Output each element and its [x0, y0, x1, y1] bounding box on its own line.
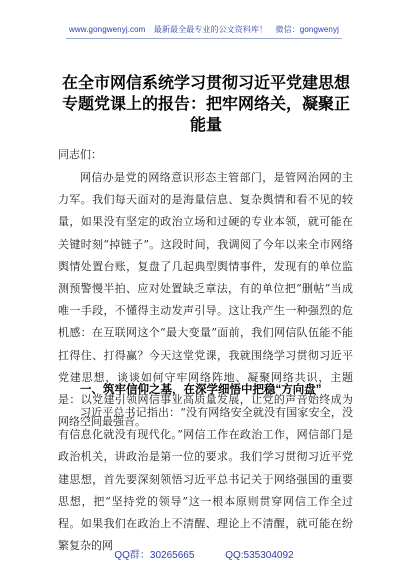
header-tagline: 最新最全最专业的公文资料库！: [153, 25, 268, 34]
paragraph-2: 习近平总书记指出：“没有网络安全就没有国家安全，没有信息化就没有现代化。”网信工作在政治工作，网信部门是政治机关，讲政治是第一位的要求。我们学习贯彻习近平党建思想，首先要深刻领悟习近平总书记关于网络强国的重要思想，把“坚持党的领导”这一根本原则贯穿网信工作全过程。如果我们在政治上不清醒、理论上不清醒，就可能在纷繁复杂的网: [58, 406, 353, 553]
paragraph-1: 网信办是党的网络意识形态主管部门，是管网治网的主力军。我们每天面对的是海量信息、复杂舆情和看不见的较量，如果没有坚定的政治立场和过硬的专业本领，就可能在关键时刻“掉链子”。这段时间，我调阅了今年以来全市网络舆情处置台账，复盘了几起典型舆情事件，发现有的单位监测预警慢半拍、应对处置缺乏章法，有的单位把“删帖”当成唯一手段，不懂得主动发声引导。这让我产生一种强烈的危机感：在互联网这个“最大变量”面前，我们网信队伍能不能扛得住、打得赢？今天这堂党课，我就围绕学习贯彻习近平党建思想，谈谈如何守牢网络阵地、凝聚网络共识，主题是：以党建引领网信事业高质量发展，让党的声音始终成为网络空间最强音。: [58, 171, 353, 429]
page-header: [0, 24, 408, 35]
header-website[interactable]: www.gongwenyj.com: [69, 25, 146, 34]
salutation: 同志们：: [58, 148, 102, 161]
header-divider: [66, 38, 342, 39]
section-heading-1: 一、筑牢信仰之基，在深学细悟中把稳“方向盘”: [80, 384, 322, 396]
footer-qq-group: QQ群：30265665: [114, 550, 195, 561]
footer-qq: QQ:535304092: [225, 550, 294, 561]
document-title: 在全市网信系统学习贯彻习近平党建思想专题党课上的报告：把牢网络关，凝聚正能量: [61, 73, 350, 134]
header-wechat: 微信：gongwenyj: [275, 25, 339, 34]
page-footer: [0, 546, 408, 561]
